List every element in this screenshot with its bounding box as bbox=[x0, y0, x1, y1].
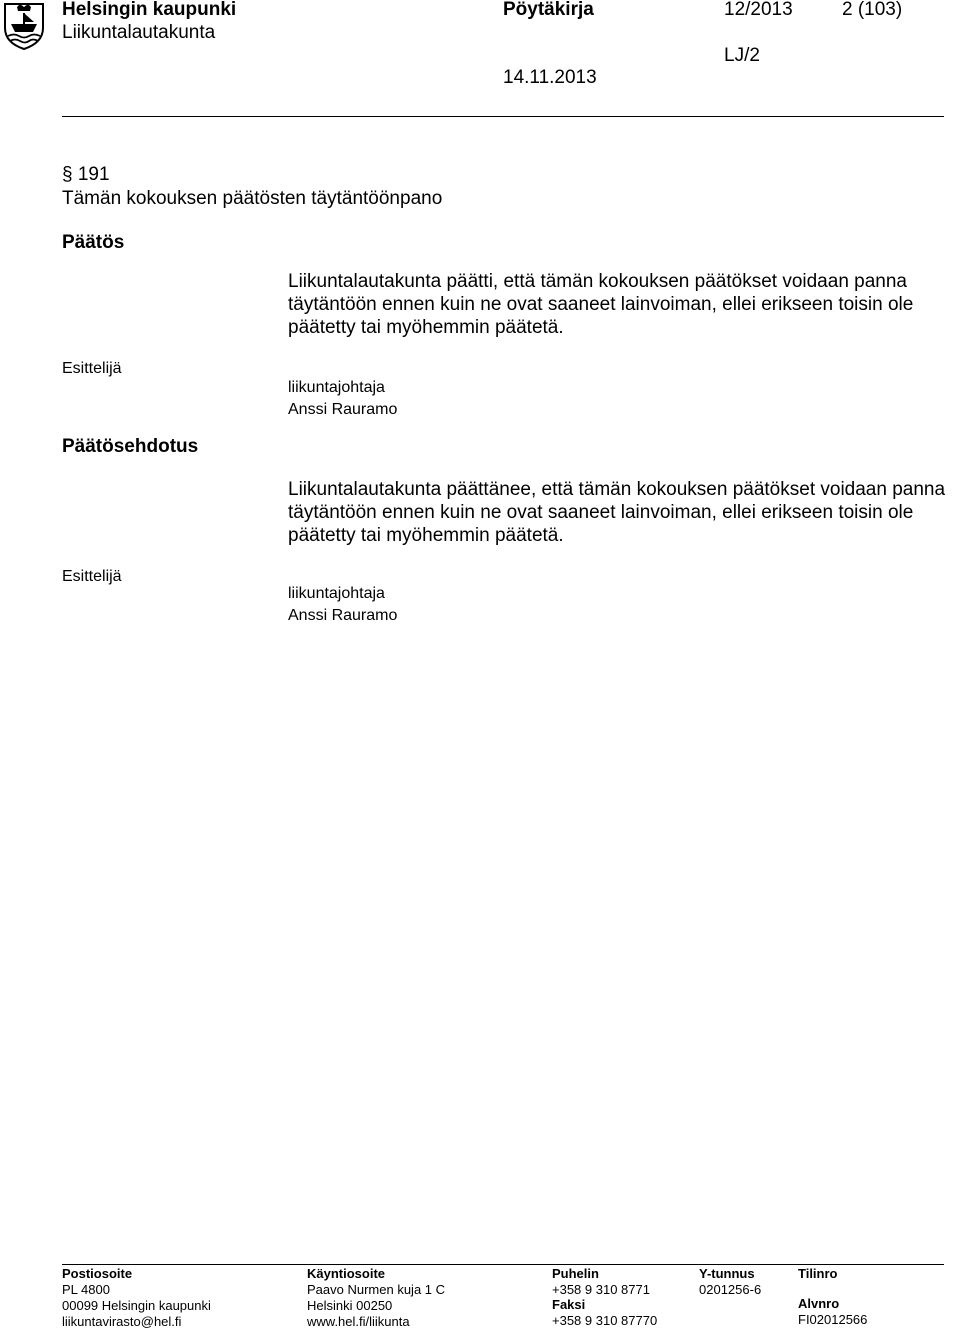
department-name: Liikuntalautakunta bbox=[62, 22, 216, 43]
proposal-heading: Päätösehdotus bbox=[62, 436, 199, 457]
footer-col-tilinro bbox=[798, 1266, 867, 1327]
item-number-value: 191 bbox=[77, 164, 110, 185]
alvnro-label: Alvnro bbox=[798, 1296, 840, 1311]
web-link[interactable]: www.hel.fi/liikunta bbox=[307, 1314, 410, 1329]
puhelin-label: Puhelin bbox=[552, 1266, 599, 1281]
faksi-value: +358 9 310 87770 bbox=[552, 1313, 658, 1328]
proposal-text: Liikuntalautakunta päättänee, että tämän kokouksen päätökset voidaan panna täytäntöön ennen kuin ne ovat saaneet lainvoiman, ellei erikseen toisin ole päätetty tai myöhemmin päätetä. bbox=[288, 479, 946, 546]
item-title: Tämän kokouksen päätösten täytäntöönpano bbox=[62, 188, 443, 209]
proposal-presenter-title: liikuntajohtaja bbox=[288, 585, 385, 602]
postiosoite-label: Postiosoite bbox=[62, 1266, 133, 1281]
ytunnus-value: 0201256-6 bbox=[699, 1282, 762, 1297]
kayntiosoite-line-1: Paavo Nurmen kuja 1 C bbox=[307, 1282, 446, 1297]
footer-rule bbox=[62, 1264, 944, 1265]
item-reference: LJ/2 bbox=[724, 45, 760, 66]
decision-presenter bbox=[288, 377, 397, 421]
ytunnus-label: Y-tunnus bbox=[699, 1266, 755, 1281]
document-type: Pöytäkirja bbox=[503, 0, 594, 20]
email-link[interactable]: liikuntavirasto@hel.fi bbox=[62, 1314, 182, 1329]
page-count: 2 (103) bbox=[842, 0, 903, 20]
item-number bbox=[62, 164, 110, 186]
postiosoite-line-2: 00099 Helsingin kaupunki bbox=[62, 1298, 211, 1313]
footer-col-phone bbox=[552, 1266, 657, 1328]
puhelin-value: +358 9 310 8771 bbox=[552, 1282, 650, 1297]
proposal-presenter-name: Anssi Rauramo bbox=[288, 607, 398, 624]
proposal-presenter bbox=[288, 583, 397, 627]
header-rule bbox=[62, 116, 944, 117]
organization-name: Helsingin kaupunki bbox=[62, 0, 237, 20]
proposal-presenter-label: Esittelijä bbox=[62, 568, 122, 585]
tilinro-label: Tilinro bbox=[798, 1266, 838, 1281]
footer-col-visit bbox=[307, 1266, 445, 1329]
postiosoite-line-1: PL 4800 bbox=[62, 1282, 110, 1297]
decision-presenter-name: Anssi Rauramo bbox=[288, 401, 398, 418]
decision-text: Liikuntalautakunta päätti, että tämän kokouksen päätökset voidaan panna täytäntöön ennen kuin ne ovat saaneet lainvoiman, ellei erikseen toisin ole päätetty tai myöhemmin päätetä. bbox=[288, 271, 914, 338]
faksi-label: Faksi bbox=[552, 1297, 586, 1312]
decision-heading: Päätös bbox=[62, 232, 125, 253]
document-number: 12/2013 bbox=[724, 0, 793, 20]
footer-col-post bbox=[62, 1266, 211, 1329]
alvnro-value: FI02012566 bbox=[798, 1312, 868, 1327]
kayntiosoite-line-2: Helsinki 00250 bbox=[307, 1298, 393, 1313]
decision-presenter-label: Esittelijä bbox=[62, 360, 122, 377]
kayntiosoite-label: Käyntiosoite bbox=[307, 1266, 386, 1281]
helsinki-crest-logo bbox=[3, 2, 45, 50]
meeting-date: 14.11.2013 bbox=[503, 67, 597, 88]
footer-col-ytunnus bbox=[699, 1266, 761, 1297]
section-sign: § bbox=[62, 164, 73, 185]
decision-presenter-title: liikuntajohtaja bbox=[288, 379, 385, 396]
